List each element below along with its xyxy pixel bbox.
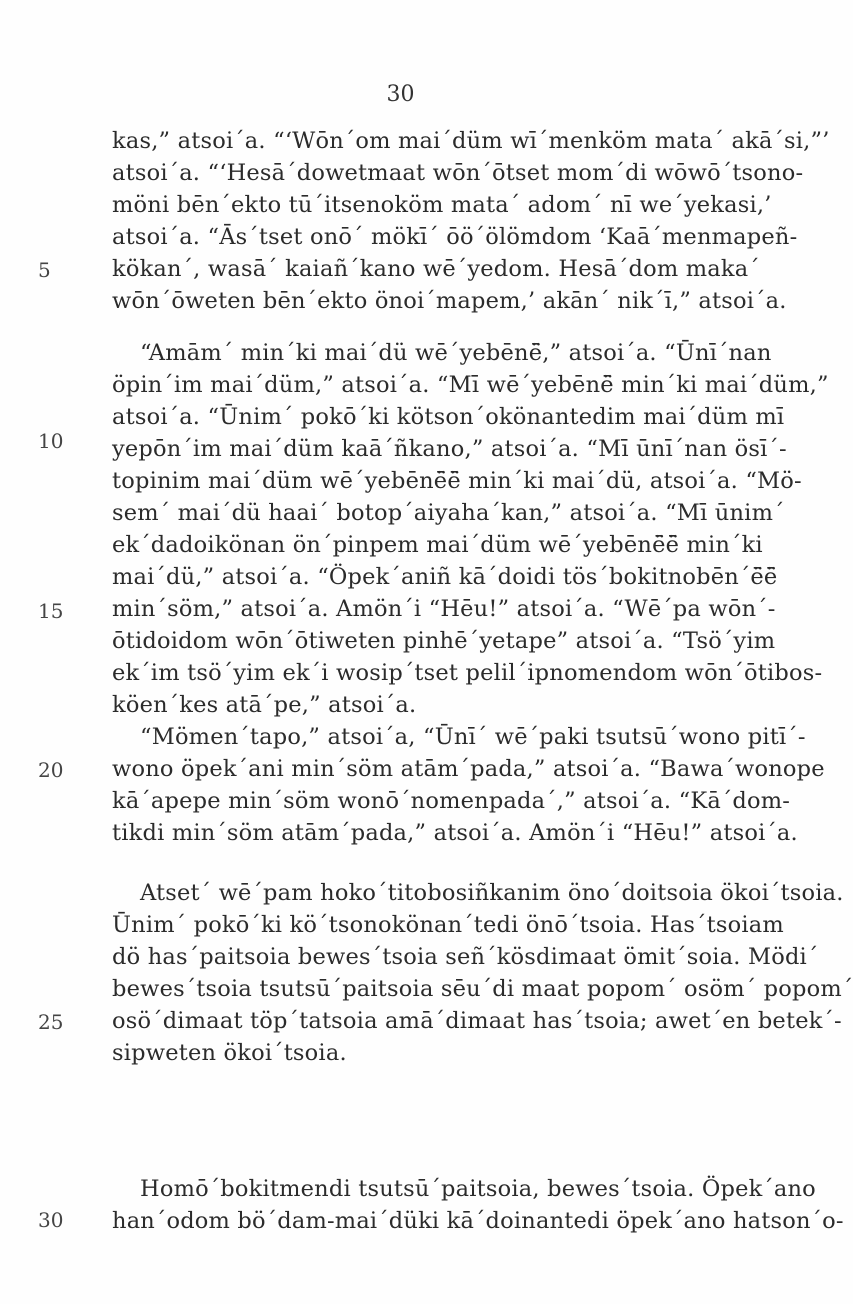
text-line: ek´dadoikönan ön´pinpem mai´düm wē´yebēnē̈ē̈ min´ki — [112, 532, 763, 558]
text-line: wōn´ōweten bēn´ekto önoi´mapem,’ akān´ nik´ī,” atsoi´a. — [112, 288, 787, 314]
text-line: “Mömen´tapo,” atsoi´a, “Ūnī´ wē´paki tsutsū´wono pitī´- — [140, 724, 806, 750]
text-line: “Amām´ min´ki mai´dü wē´yebēnē̈,” atsoi´a. “Ūnī´nan — [140, 340, 772, 366]
text-line: öpin´im mai´düm,” atsoi´a. “Mī wē´yebēnē̈ min´ki mai´düm,” — [112, 372, 829, 398]
text-line: möni bēn´ekto tū´itsenoköm mata´ adom´ nī we´yekasi,’ — [112, 192, 772, 218]
page-number: 30 — [386, 82, 415, 107]
text-line: ek´im tsö´yim ek´i wosip´tset pelil´ipnomendom wōn´ōtibos- — [112, 660, 823, 686]
text-line: yepōn´im mai´düm kaā´ñkano,” atsoi´a. “Mī ūnī´nan ösī´- — [112, 436, 787, 462]
text-line: mai´dü,” atsoi´a. “Öpek´aniñ kā´doidi tös´bokitnobēn´ē̈ē̈ — [112, 564, 778, 590]
text-line: Ūnim´ pokō´ki kö´tsonokönan´tedi önō´tsoia. Has´tsoiam — [112, 912, 784, 938]
text-line: kā´apepe min´söm wonō´nomenpada´,” atsoi´a. “Kā´dom- — [112, 788, 791, 814]
text-line: köen´kes atā´pe,” atsoi´a. — [112, 692, 417, 718]
text-line: bewes´tsoia tsutsū´paitsoia sēu´di maat popom´ osöm´ popom´ — [112, 976, 853, 1002]
text-line: atsoi´a. “Ūnim´ pokō´ki kötson´okönantedim mai´düm mī — [112, 404, 785, 430]
text-line: tikdi min´söm atām´pada,” atsoi´a. Amön´i “Hēu!” atsoi´a. — [112, 820, 798, 846]
text-line: Atset´ wē´pam hoko´titobosiñkanim öno´doitsoia ökoi´tsoia. — [140, 880, 844, 906]
line-number: 30 — [38, 1208, 64, 1232]
text-line: kas,” atsoi´a. “‘Wōn´om mai´düm wī´menköm mata´ akā´si,”’ — [112, 128, 830, 154]
text-line: sem´ mai´dü haai´ botop´aiyaha´kan,” atsoi´a. “Mī ūnim´ — [112, 500, 785, 526]
text-line: wono öpek´ani min´söm atām´pada,” atsoi´a. “Bawa´wonope — [112, 756, 825, 782]
text-line: kökan´, wasā´ kaiañ´kano wē´yedom. Hesā´dom maka´ — [112, 256, 760, 282]
line-number: 10 — [38, 429, 64, 453]
text-line: osö´dimaat töp´tatsoia amā´dimaat has´tsoia; awet´en betek´- — [112, 1008, 842, 1034]
line-number: 25 — [38, 1010, 64, 1034]
text-line: topinim mai´düm wē´yebēnē̈ē̈ min´ki mai´dü, atsoi´a. “Mö- — [112, 468, 802, 494]
text-line: Homō´bokitmendi tsutsū´paitsoia, bewes´tsoia. Öpek´ano — [140, 1176, 816, 1202]
text-line: han´odom bö´dam-mai´düki kā´doinantedi öpek´ano hatson´o- — [112, 1208, 844, 1234]
text-line: ōtidoidom wōn´ōtiweten pinhē´yetape” atsoi´a. “Tsö´yim — [112, 628, 776, 654]
text-line: min´söm,” atsoi´a. Amön´i “Hēu!” atsoi´a. “Wē´pa wōn´- — [112, 596, 776, 622]
text-line: sipweten ökoi´tsoia. — [112, 1040, 347, 1066]
text-line: atsoi´a. “Ās´tset onō´ mökī´ ōö´ölömdom ‘Kaā´menmapeñ- — [112, 224, 798, 250]
line-number: 20 — [38, 758, 64, 782]
text-line: atsoi´a. “‘Hesā´dowetmaat wōn´ōtset mom´di wōwō´tsono- — [112, 160, 804, 186]
text-line: dö has´paitsoia bewes´tsoia señ´kösdimaat ömit´soia. Mödi´ — [112, 944, 819, 970]
line-number: 5 — [38, 258, 51, 282]
line-number: 15 — [38, 599, 64, 623]
